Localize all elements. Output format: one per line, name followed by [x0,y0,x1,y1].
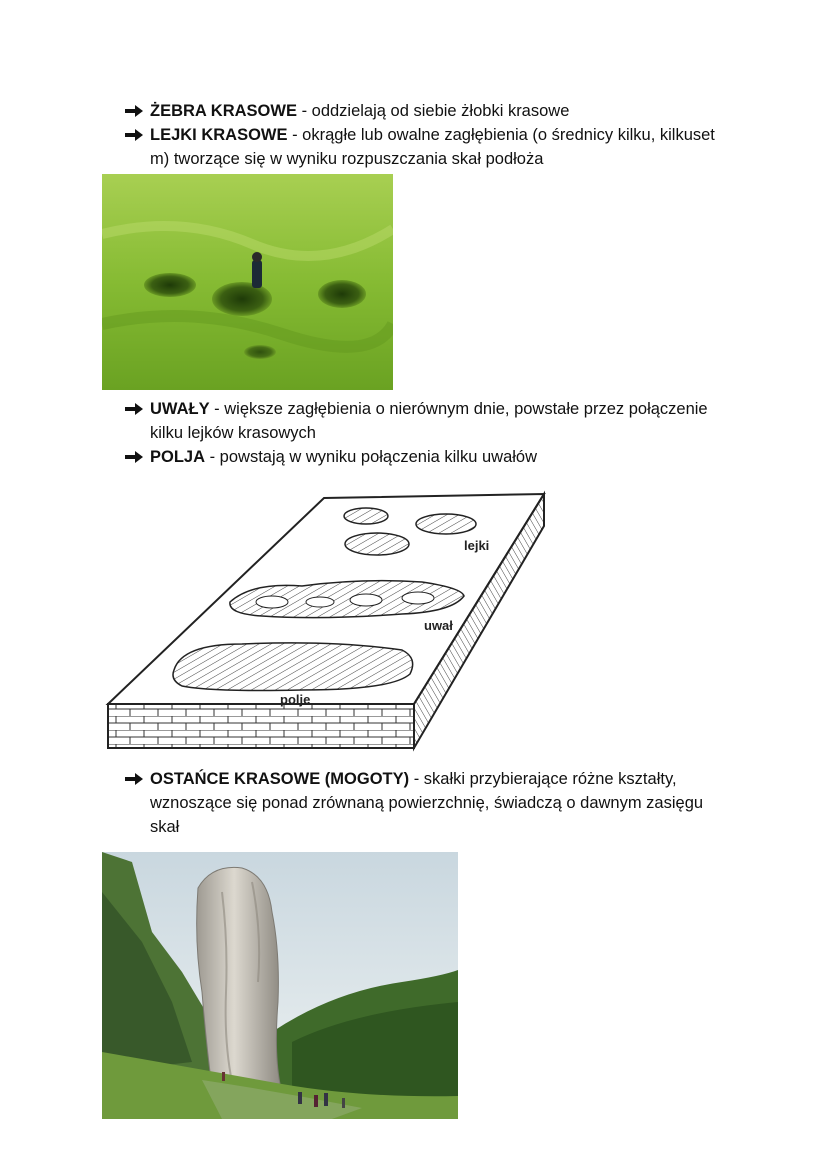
list-item-polja [124,445,734,469]
term: OSTAŃCE KRASOWE (MOGOTY) [150,770,410,788]
list-item-text [124,397,734,445]
description: - większe zagłębienia o nierównym dnie, powstałe przez połączenie kilku lejków krasowych [150,400,708,442]
arrow-right-icon [124,99,146,123]
description: - oddzielają od siebie żłobki krasowe [296,102,570,120]
list-item-uwaly [124,397,734,445]
sinkholes-photo [102,174,393,390]
description: - skałki przybierające różne kształty, wznoszące się ponad zrównaną powierzchnię, świadczą o dawnym zasięgu skał [150,770,704,836]
list-item-text [124,123,734,171]
label-polje: polje [280,692,311,707]
arrow-right-icon [124,123,146,147]
arrow-right-icon [124,445,146,469]
term: UWAŁY [150,400,210,418]
list-item-text [124,99,734,123]
term: LEJKI KRASOWE [150,126,288,144]
karst-block-diagram [102,478,556,754]
list-item-ostance-krasowe [124,767,734,839]
list-item-text [124,767,734,839]
mogote-rock-photo [102,852,458,1119]
arrow-right-icon [124,767,146,791]
list-item-text [124,445,734,469]
arrow-right-icon [124,397,146,421]
term: POLJA [150,448,206,466]
term: ŻEBRA KRASOWE [150,102,297,120]
label-uwal: uwał [424,618,453,633]
label-lejki: lejki [464,538,490,553]
list-item-zebra-krasowe [124,99,734,123]
list-item-lejki-krasowe [124,123,734,171]
description: - okrągłe lub owalne zagłębienia (o średnicy kilku, kilkuset m) tworzące się w wyniku rozpuszczania skał podłoża [150,126,715,168]
description: - powstają w wyniku połączenia kilku uwałów [205,448,537,466]
